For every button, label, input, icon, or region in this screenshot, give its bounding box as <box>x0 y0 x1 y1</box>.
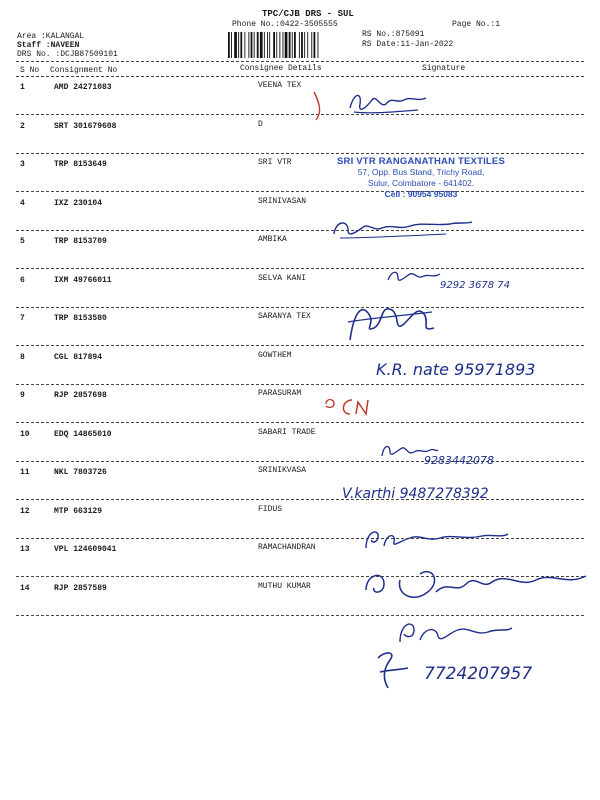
row-consignee: FIDUS <box>258 505 283 514</box>
row-divider <box>16 384 584 385</box>
row-sno: 1 <box>20 83 25 92</box>
signature-row-11 <box>362 524 512 554</box>
row-sno: 8 <box>20 353 25 362</box>
drs-number: DRS No. :DCJB87509101 <box>17 50 118 59</box>
col-consignment: Consignment No <box>50 66 118 75</box>
row-divider <box>16 499 584 500</box>
row-consignment-no: CGL 817894 <box>54 353 103 362</box>
phone-number: Phone No.:0422-3505555 <box>232 20 338 29</box>
sheet-title: TPC/CJB DRS - SUL <box>262 9 354 19</box>
row-consignment-no: RJP 2857698 <box>54 391 107 400</box>
row-consignee: GOWTHEM <box>258 351 292 360</box>
signature-row-5 <box>384 268 444 286</box>
col-consignee: Consignee Details <box>240 64 322 73</box>
row-sno: 14 <box>20 584 30 593</box>
row-consignment-no: AMD 24271083 <box>54 83 112 92</box>
signature-row-10: V.karthi 9487278392 <box>342 486 489 502</box>
row-divider <box>16 268 584 269</box>
area: Area :KALANGAL <box>17 32 85 41</box>
row-consignee: SARANYA TEX <box>258 312 311 321</box>
page-number: Page No.:1 <box>452 20 501 29</box>
row-sno: 7 <box>20 314 25 323</box>
row-consignment-no: TRP 8153580 <box>54 314 107 323</box>
row-consignee: SABARI TRADE <box>258 428 316 437</box>
header-rule-top <box>16 61 584 62</box>
signature-row-9-phone: 9283442078 <box>424 454 494 467</box>
stamp-line-4: Cell : 90954 95083 <box>384 189 458 199</box>
signature-row-14-phone: 7724207957 <box>424 664 533 684</box>
row-sno: 4 <box>20 199 25 208</box>
stamp-line-1: SRI VTR RANGANATHAN TEXTILES <box>337 156 505 167</box>
row-sno: 12 <box>20 507 30 516</box>
staff: Staff :NAVEEN <box>17 41 80 50</box>
stamp-line-2: 57, Opp. Bus Stand, Trichy Road, <box>357 167 485 177</box>
row-divider <box>16 307 584 308</box>
row-consignee: RAMACHANDRAN <box>258 543 316 552</box>
row-divider <box>16 345 584 346</box>
col-signature: Signature <box>422 64 466 73</box>
row-sno: 6 <box>20 276 25 285</box>
row-consignee: SELVA KANI <box>258 274 307 283</box>
row-consignment-no: TRP 8153709 <box>54 237 107 246</box>
signature-row-8 <box>320 394 380 420</box>
row-sno: 13 <box>20 545 30 554</box>
signature-row-6 <box>340 292 440 348</box>
rs-date: RS Date:11-Jan-2022 <box>362 40 454 49</box>
row-consignment-no: EDQ 14865010 <box>54 430 112 439</box>
row-consignment-no: IXZ 230104 <box>54 199 103 208</box>
row-consignment-no: IXM 49766011 <box>54 276 112 285</box>
row-sno: 3 <box>20 160 25 169</box>
row-sno: 9 <box>20 391 25 400</box>
row-consignee: SRINIKVASA <box>258 466 307 475</box>
stamp-line-3: Sulur, Coimbatore - 641402. <box>367 178 475 188</box>
signature-row-4 <box>326 212 476 246</box>
signature-row-13 <box>394 614 514 650</box>
signature-row-7: K.R. nate 95971893 <box>376 360 536 379</box>
rs-number: RS No.:875091 <box>362 30 425 39</box>
signature-row-1 <box>300 86 440 126</box>
row-sno: 2 <box>20 122 25 131</box>
row-consignment-no: RJP 2857589 <box>54 584 107 593</box>
row-consignment-no: TRP 8153649 <box>54 160 107 169</box>
row-consignee: PARASURAM <box>258 389 302 398</box>
header-rule-bottom <box>16 76 584 77</box>
row-consignee: AMBIKA <box>258 235 287 244</box>
row-consignee: VEENA TEX <box>258 81 302 90</box>
row-divider <box>16 230 584 231</box>
signature-row-12 <box>360 560 590 614</box>
row-consignee: SRINIVASAN <box>258 197 307 206</box>
row-sno: 11 <box>20 468 30 477</box>
row-divider <box>16 153 584 154</box>
row-consignment-no: NKL 7803726 <box>54 468 107 477</box>
barcode <box>228 32 352 58</box>
signature-row-14 <box>368 646 422 694</box>
signature-row-5-phone: 9292 3678 74 <box>440 280 510 291</box>
row-consignee: SRI VTR <box>258 158 292 167</box>
row-consignee: MUTHU KUMAR <box>258 582 311 591</box>
row-sno: 5 <box>20 237 25 246</box>
row-consignee: D <box>258 120 263 129</box>
row-consignment-no: SRT 301679608 <box>54 122 117 131</box>
row-divider <box>16 461 584 462</box>
col-sno: S No <box>20 66 40 75</box>
row-sno: 10 <box>20 430 30 439</box>
company-stamp <box>336 156 506 200</box>
row-consignment-no: MTP 663129 <box>54 507 103 516</box>
row-consignment-no: VPL 124609041 <box>54 545 117 554</box>
row-divider <box>16 422 584 423</box>
